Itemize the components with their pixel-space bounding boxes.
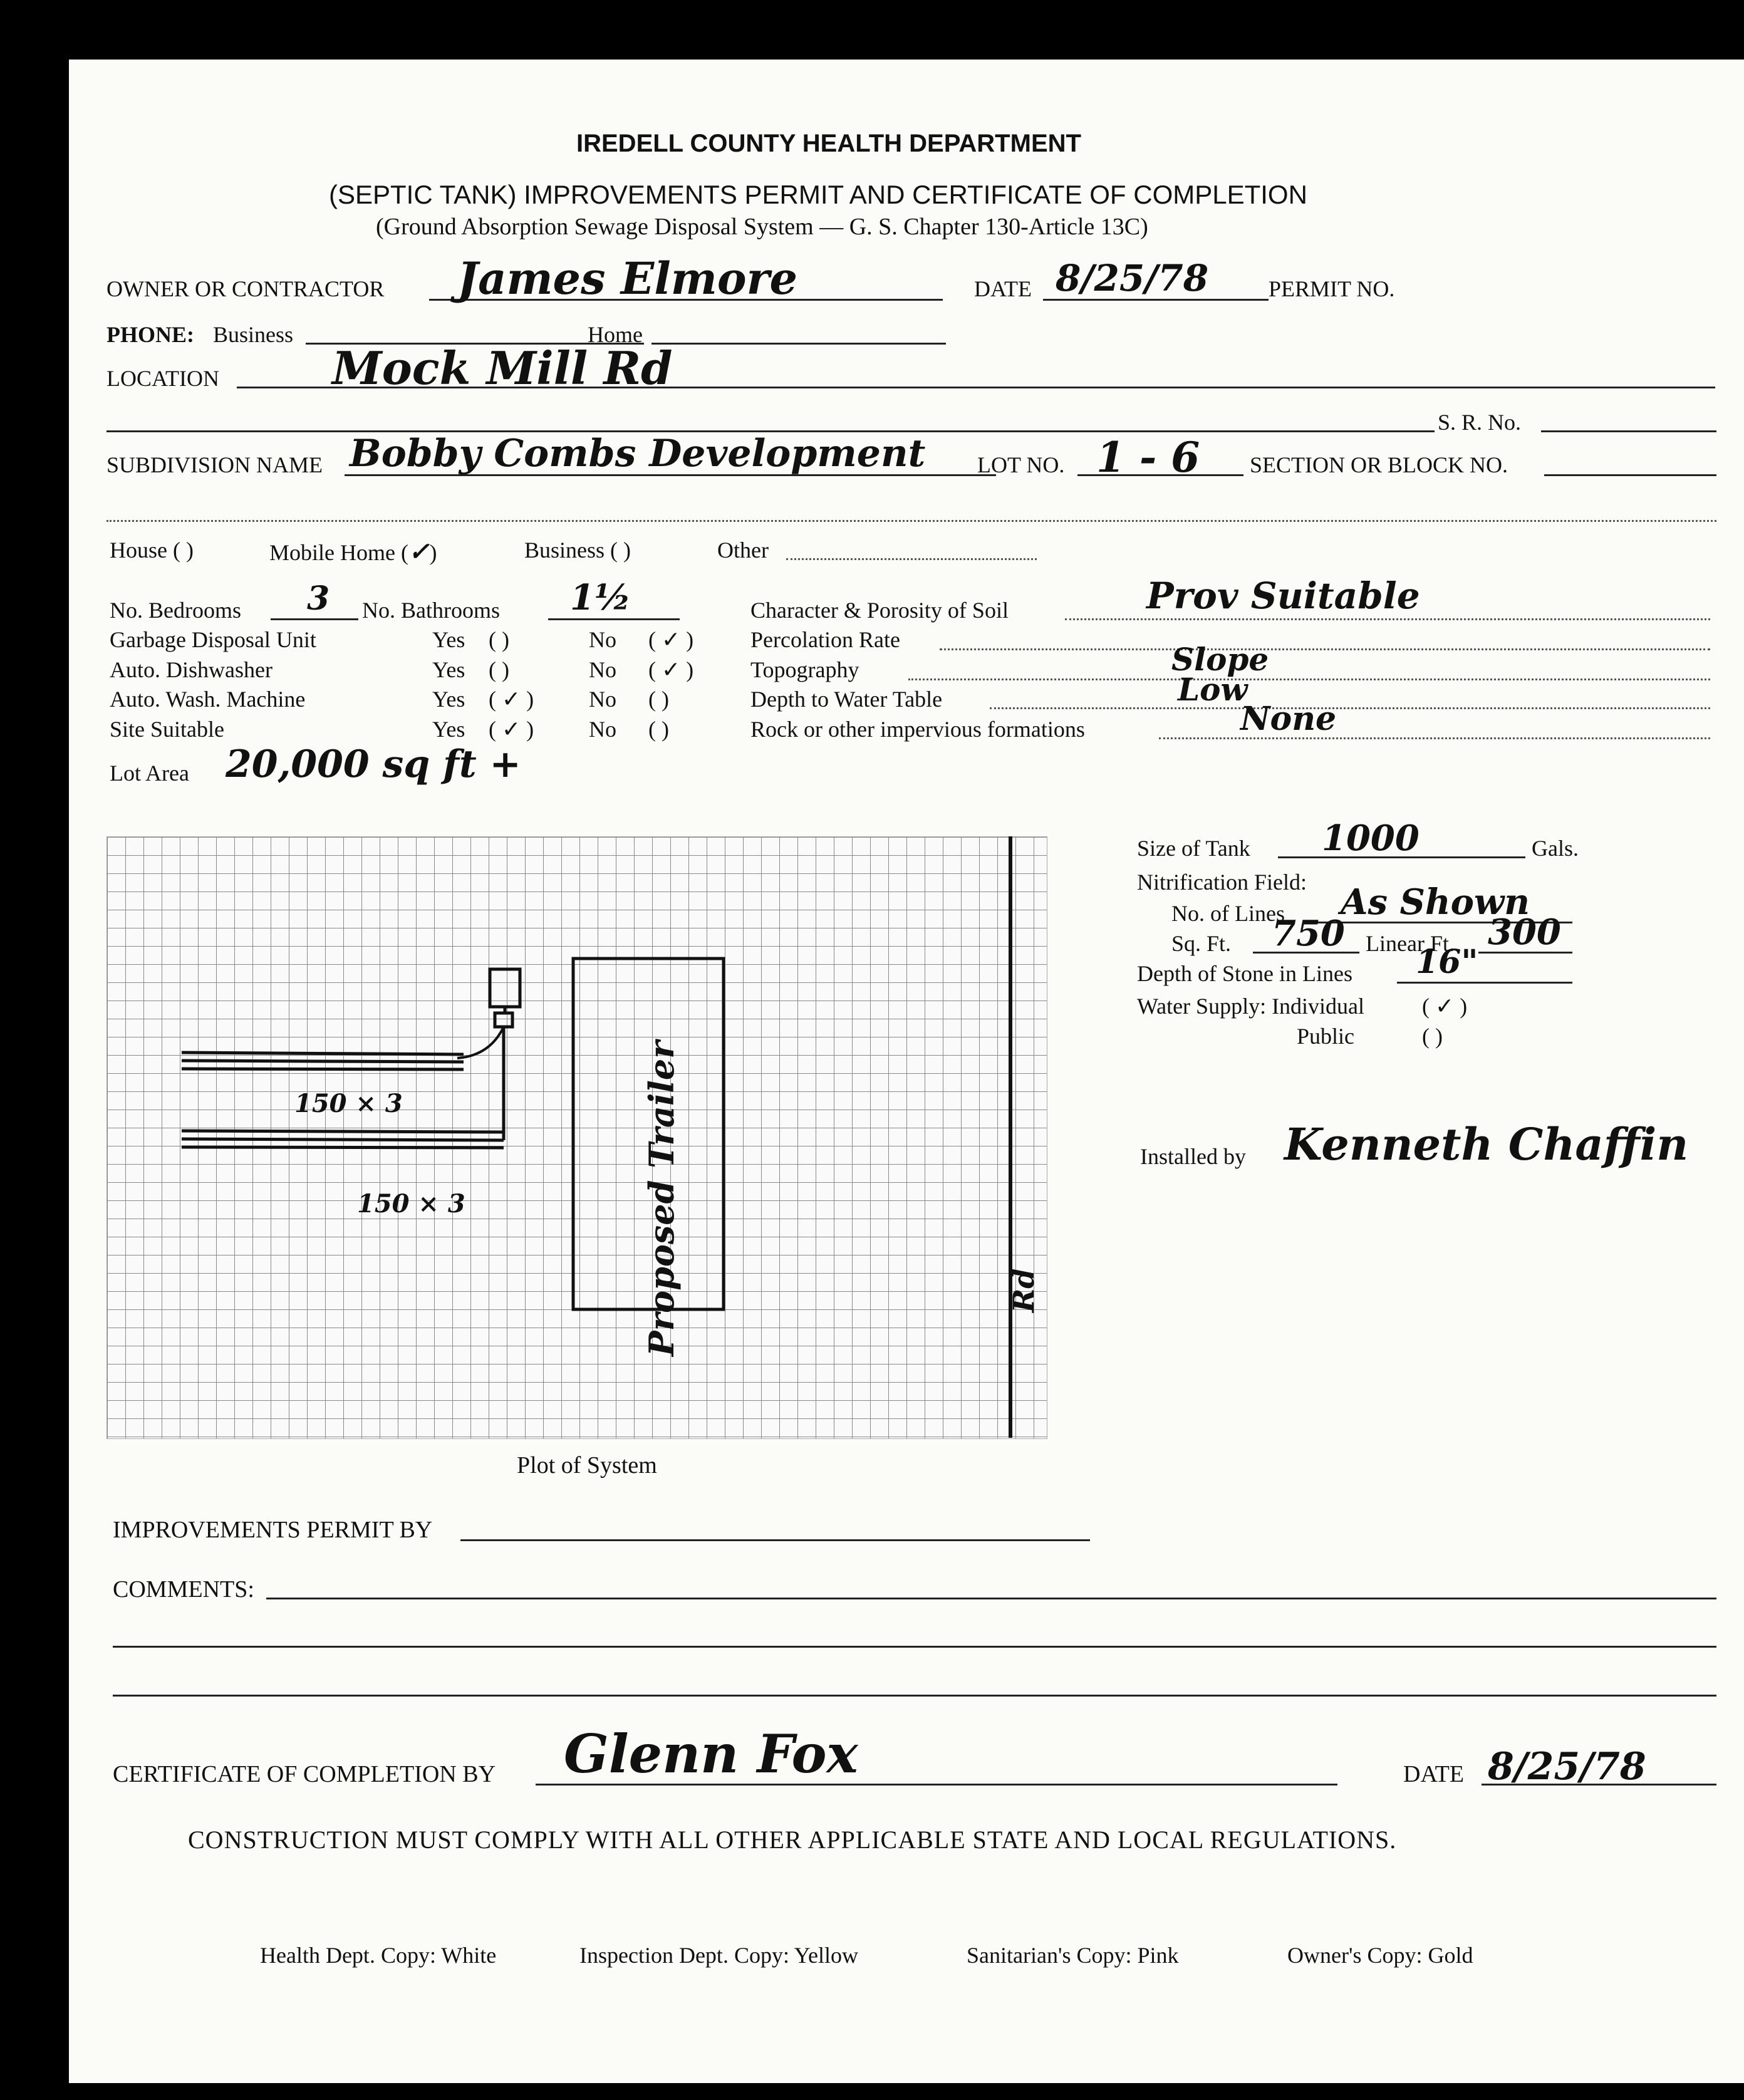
question-wash-machine-label: Auto. Wash. Machine xyxy=(110,687,306,712)
soil-porosity-value: Prov Suitable xyxy=(1146,574,1420,617)
percolation-rate-label: Percolation Rate xyxy=(750,627,900,652)
comments-underline-2 xyxy=(113,1646,1716,1648)
bedrooms-value: 3 xyxy=(307,580,330,618)
stone-depth-value: 16" xyxy=(1416,943,1478,981)
plot-caption: Plot of System xyxy=(517,1452,657,1479)
improvements-permit-label: IMPROVEMENTS PERMIT BY xyxy=(113,1517,433,1543)
subdivision-value: Bobby Combs Development xyxy=(350,432,926,476)
sr-no-underline xyxy=(1541,430,1716,432)
certificate-signature: Glenn Fox xyxy=(564,1723,858,1785)
question-garbage-no: ( ✓ ) xyxy=(648,627,694,652)
lot-no-value: 1 - 6 xyxy=(1096,433,1200,482)
question-wash-machine-no-label: No xyxy=(589,687,616,712)
water-supply-public: ( ) xyxy=(1422,1024,1443,1049)
rock-formations-label: Rock or other impervious formations xyxy=(750,717,1085,742)
nitrification-label: Nitrification Field: xyxy=(1137,870,1307,895)
sqft-value: 750 xyxy=(1272,913,1345,954)
question-wash-machine-yes-label: Yes xyxy=(432,687,465,712)
check-mark: ✓ xyxy=(408,537,430,566)
lines-value: As Shown xyxy=(1341,881,1530,923)
phone-business-label: Business xyxy=(213,322,294,347)
bathrooms-label: No. Bathrooms xyxy=(362,598,500,623)
topography-label: Topography xyxy=(750,657,859,682)
form-title: (SEPTIC TANK) IMPROVEMENTS PERMIT AND CERTIFICATE OF COMPLETION xyxy=(329,180,1307,209)
water-supply-individual: ( ✓ ) xyxy=(1422,994,1468,1019)
section-block-underline xyxy=(1544,474,1716,476)
date-value: 8/25/78 xyxy=(1056,257,1209,299)
drain-line-2b xyxy=(182,1139,504,1140)
water-table-underline xyxy=(990,707,1710,709)
subdivision-label: SUBDIVISION NAME xyxy=(106,452,323,477)
lot-area-value: 20,000 sq ft + xyxy=(226,742,521,786)
stone-depth-label: Depth of Stone in Lines xyxy=(1137,961,1352,986)
permit-no-label: PERMIT NO. xyxy=(1269,276,1395,301)
stone-depth-underline xyxy=(1397,982,1572,984)
mobile-home-close: ) xyxy=(429,540,437,565)
lines-label: No. of Lines xyxy=(1171,901,1285,926)
other-option-label: Other xyxy=(717,538,769,563)
copy-inspection-dept: Inspection Dept. Copy: Yellow xyxy=(579,1943,858,1968)
question-dishwasher-label: Auto. Dishwasher xyxy=(110,657,272,682)
copy-owner: Owner's Copy: Gold xyxy=(1287,1943,1473,1968)
phone-home-label: Home xyxy=(588,322,643,347)
compliance-notice: CONSTRUCTION MUST COMPLY WITH ALL OTHER APPLICABLE STATE AND LOCAL REGULATIONS. xyxy=(188,1826,1397,1854)
owner-label: OWNER OR CONTRACTOR xyxy=(106,276,385,301)
question-site-suitable-yes-label: Yes xyxy=(432,717,465,742)
copy-sanitarian: Sanitarian's Copy: Pink xyxy=(967,1943,1179,1968)
topography-underline xyxy=(908,678,1710,680)
lot-area-label: Lot Area xyxy=(110,761,189,786)
question-wash-machine-no: ( ) xyxy=(648,687,669,712)
percolation-rate-underline xyxy=(940,648,1710,650)
water-supply-label: Water Supply: Individual xyxy=(1137,994,1365,1019)
comments-label: COMMENTS: xyxy=(113,1576,254,1603)
line-2-label: 150 × 3 xyxy=(357,1189,465,1219)
sr-no-label: S. R. No. xyxy=(1438,410,1522,435)
comments-underline-1 xyxy=(266,1598,1716,1599)
question-wash-machine-yes: ( ✓ ) xyxy=(489,687,534,712)
tank-size-unit: Gals. xyxy=(1532,836,1579,861)
location-value: Mock Mill Rd xyxy=(332,341,673,395)
question-garbage-yes-label: Yes xyxy=(432,627,465,652)
business-option: Business ( ) xyxy=(524,538,631,563)
comments-underline-3 xyxy=(113,1695,1716,1697)
phone-label: PHONE: xyxy=(106,322,194,347)
other-underline xyxy=(786,558,1037,560)
lot-no-label: LOT NO. xyxy=(977,452,1065,477)
road-label: Rd xyxy=(1007,1268,1041,1312)
question-site-suitable-no-label: No xyxy=(589,717,616,742)
soil-porosity-underline xyxy=(1065,618,1710,620)
branch-line-1 xyxy=(457,1027,504,1058)
question-garbage-label: Garbage Disposal Unit xyxy=(110,627,316,652)
mobile-home-label: Mobile Home ( xyxy=(269,540,408,565)
question-dishwasher-yes-label: Yes xyxy=(432,657,465,682)
drain-line-2c xyxy=(182,1147,504,1148)
tank-size-value: 1000 xyxy=(1322,818,1420,859)
department-title: IREDELL COUNTY HEALTH DEPARTMENT xyxy=(576,130,1081,157)
plot-drawing xyxy=(106,836,1084,1450)
certificate-label: CERTIFICATE OF COMPLETION BY xyxy=(113,1761,496,1787)
question-dishwasher-no: ( ✓ ) xyxy=(648,657,694,682)
question-dishwasher-no-label: No xyxy=(589,657,616,682)
drain-line-1b xyxy=(182,1061,464,1062)
certificate-date-value: 8/25/78 xyxy=(1488,1745,1646,1789)
sqft-label: Sq. Ft. xyxy=(1171,931,1232,956)
proposed-trailer-label: Proposed Trailer xyxy=(641,1041,682,1356)
question-garbage-yes: ( ) xyxy=(489,627,509,652)
location-label: LOCATION xyxy=(106,366,219,391)
bathrooms-underline xyxy=(548,618,680,620)
installed-by-label: Installed by xyxy=(1140,1144,1246,1169)
question-garbage-no-label: No xyxy=(589,627,616,652)
house-option: House ( ) xyxy=(110,538,194,563)
tank-size-label: Size of Tank xyxy=(1137,836,1250,861)
form-subtitle: (Ground Absorption Sewage Disposal System — G. S. Chapter 130-Article 13C) xyxy=(376,214,1148,240)
water-table-value: Low xyxy=(1178,671,1248,708)
bedrooms-label: No. Bedrooms xyxy=(110,598,241,623)
bathrooms-value: 1½ xyxy=(570,577,631,618)
topography-value: Slope xyxy=(1171,641,1269,678)
distribution-box xyxy=(495,1013,512,1027)
line-1-label: 150 × 3 xyxy=(294,1089,403,1118)
permit-form xyxy=(69,60,1744,2083)
date-label: DATE xyxy=(974,276,1032,301)
question-site-suitable-label: Site Suitable xyxy=(110,717,224,742)
soil-porosity-label: Character & Porosity of Soil xyxy=(750,598,1009,623)
phone-home-underline xyxy=(651,343,946,345)
question-dishwasher-yes: ( ) xyxy=(489,657,509,682)
question-site-suitable-yes: ( ✓ ) xyxy=(489,717,534,742)
water-table-label: Depth to Water Table xyxy=(750,687,943,712)
certificate-date-label: DATE xyxy=(1403,1761,1465,1787)
divider xyxy=(106,520,1716,522)
linear-ft-value: 300 xyxy=(1488,912,1561,953)
rock-formations-value: None xyxy=(1240,700,1337,738)
septic-tank-box xyxy=(490,969,520,1007)
bedrooms-underline xyxy=(271,618,358,620)
mobile-home-option xyxy=(269,537,437,566)
linear-ft-label: Linear Ft. xyxy=(1366,931,1455,956)
section-block-label: SECTION OR BLOCK NO. xyxy=(1250,452,1508,477)
owner-value: James Elmore xyxy=(457,252,797,304)
question-site-suitable-no: ( ) xyxy=(648,717,669,742)
water-supply-public-label: Public xyxy=(1297,1024,1355,1049)
copy-health-dept: Health Dept. Copy: White xyxy=(260,1943,497,1968)
drain-line-2a xyxy=(182,1131,504,1132)
improvements-permit-underline xyxy=(460,1539,1090,1541)
installed-by-value: Kenneth Chaffin xyxy=(1284,1118,1689,1170)
drain-line-1a xyxy=(182,1053,464,1054)
